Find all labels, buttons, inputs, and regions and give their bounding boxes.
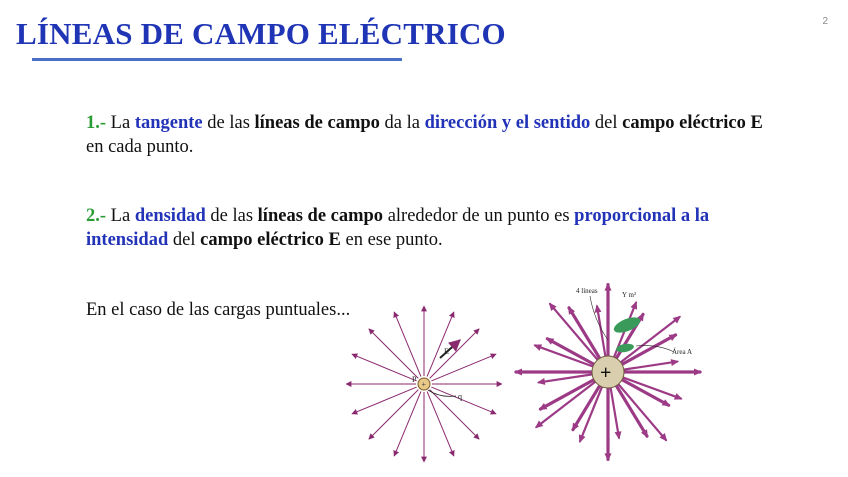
point-1-text-b: de las — [202, 113, 255, 133]
field-vector-e — [440, 340, 460, 358]
title-underline — [32, 58, 402, 61]
field-line-3d-arrowhead — [674, 393, 683, 400]
point-2-text-c: alrededor de un punto es — [383, 206, 575, 226]
point-2-paragraph — [86, 204, 766, 252]
field-line-3d-arrowhead — [671, 359, 679, 366]
field-line-3d-arrowhead — [533, 344, 542, 351]
field-line-3d-arrowhead — [615, 431, 622, 439]
positive-charge-sign: + — [600, 362, 612, 384]
field-vector-label: E — [444, 347, 449, 356]
field-line-3d-arrowhead — [595, 304, 602, 312]
charge-field-3d-diagram — [508, 280, 708, 470]
field-line-3d-arrowhead — [537, 378, 545, 385]
field-line-3d-arrowhead — [605, 283, 612, 291]
point-2-number: 2.- — [86, 206, 107, 226]
point-1-text-e: en cada punto. — [86, 137, 194, 157]
charge-label: q — [458, 392, 462, 401]
point-1-tangent: tangente — [134, 113, 203, 133]
field-line-3d-arrowhead — [514, 369, 522, 376]
point-2-density: densidad — [134, 206, 206, 226]
point-1-text-a: La — [106, 113, 135, 133]
point-2-text-d: del — [168, 230, 201, 250]
slide-title: LÍNEAS DE CAMPO ELÉCTRICO — [16, 16, 506, 51]
point-2-text-a: La — [106, 206, 135, 226]
lines-count-label: 4 líneas — [576, 287, 598, 295]
field-line-3d-arrowhead — [579, 434, 586, 443]
point-2-electric-field: campo eléctrico E — [200, 230, 341, 250]
point-1-paragraph — [86, 111, 766, 159]
page-number: 2 — [822, 16, 828, 27]
field-line-3d-arrowhead — [605, 453, 612, 461]
charge-field-3d-svg — [508, 280, 708, 470]
point-1-text-c: da la — [379, 113, 425, 133]
point-1-field-lines: líneas de campo — [254, 113, 380, 133]
field-line-3d-arrowhead — [694, 369, 702, 376]
area-side-label: Área A — [672, 348, 693, 356]
point-charge-field-diagram — [340, 302, 508, 470]
area-top-label: Y m² — [622, 291, 637, 299]
point-1-number: 1.- — [86, 113, 107, 133]
point-2-text-e: en ese punto. — [340, 230, 443, 250]
point-1-electric-field: campo eléctrico E — [622, 113, 763, 133]
point-1-direction: dirección y el sentido — [424, 113, 591, 133]
point-2-field-lines: líneas de campo — [257, 206, 384, 226]
point-1-text-d: del — [590, 113, 623, 133]
field-line-3d-arrowhead — [631, 301, 638, 310]
point-2-text-b: de las — [205, 206, 258, 226]
point-2-proportional: proporcional a la intensidad — [86, 206, 710, 250]
point-p-label: P — [412, 375, 417, 384]
point-charges-intro: En el caso de las cargas puntuales... — [86, 300, 351, 320]
point-charge-field-svg — [340, 302, 508, 470]
point-charge-sign: + — [421, 380, 427, 389]
